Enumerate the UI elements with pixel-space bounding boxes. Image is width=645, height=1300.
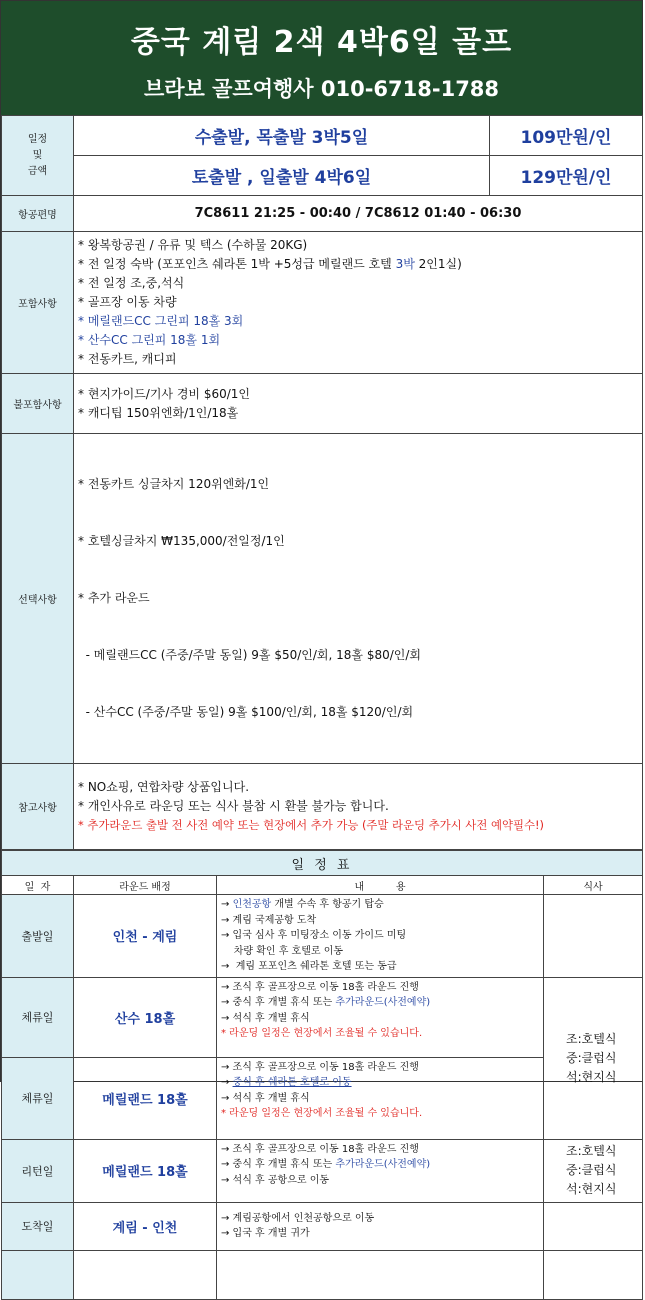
- flight-value: 7C8611 21:25 - 00:40 / 7C8612 01:40 - 06:30: [74, 196, 643, 232]
- note-item: * 개인사유로 라운딩 또는 식사 불참 시 환불 불가능 합니다.: [78, 799, 389, 813]
- included-item: * 전 일정 숙박 (포포인츠 쉐라톤 1박 +5성급 메릴랜드 호텔 3박 2인1실): [78, 257, 462, 271]
- included-item: * 왕복항공권 / 유류 및 텍스 (수하물 20KG): [78, 238, 308, 252]
- notes-label: 참고사항: [2, 764, 74, 850]
- content-line: * 라운딩 일정은 현장에서 조율될 수 있습니다.: [221, 1028, 423, 1039]
- day-content: [217, 1202, 544, 1250]
- excluded-list: [74, 374, 643, 434]
- content-line: → 계림공항에서 인천공항으로 이동: [221, 1212, 375, 1224]
- round-assignment: 인천 - 계림: [74, 895, 217, 978]
- col-day: 일 자: [2, 876, 74, 895]
- meal-breakfast: 조:호텔식: [566, 1144, 617, 1158]
- optional-label: 선택사항: [2, 434, 74, 764]
- day-label: 도착일: [2, 1202, 74, 1250]
- meal-cell: [544, 895, 643, 978]
- notes-list: [74, 764, 643, 850]
- meal-cell: [544, 1139, 643, 1202]
- content-line: → 계림 포포인츠 쉐라톤 호텔 또는 동급: [221, 961, 397, 972]
- included-item: * 전동카트, 캐디피: [78, 352, 177, 366]
- optional-item: - 메릴랜드CC (주중/주말 동일) 9홀 $50/인/회, 18홀 $80/인/회: [78, 648, 421, 662]
- empty-row: [2, 1250, 643, 1299]
- day-label: 리턴일: [2, 1139, 74, 1202]
- day-label: 출발일: [2, 895, 74, 978]
- round-assignment: 메릴랜드 18홀: [74, 1139, 217, 1202]
- day-content: [217, 1139, 544, 1202]
- table-row: [2, 1202, 643, 1250]
- content-line: → 석식 후 개별 휴식: [221, 1092, 310, 1104]
- flight-label: 항공편명: [2, 196, 74, 232]
- included-item: * 메릴랜드CC 그린피 18홀 3회: [78, 314, 244, 328]
- day-label: 체류일: [2, 1057, 74, 1139]
- meal-lunch: 중:클럽식: [566, 1050, 617, 1065]
- empty-cell: [544, 1250, 643, 1299]
- included-item: * 골프장 이동 차량: [78, 295, 177, 309]
- included-item: * 전 일정 조,중,석식: [78, 276, 185, 290]
- schedule-table: [1, 850, 643, 1300]
- empty-cell: [74, 1250, 217, 1299]
- schedule-option-1: 수출발, 목출발 3박5일: [74, 116, 490, 156]
- content-line: → 석식 후 공항으로 이동: [221, 1174, 330, 1186]
- optional-item: * 전동카트 싱글차지 120위엔화/1인: [78, 477, 270, 491]
- content-line: 차량 확인 후 호텔로 이동: [221, 945, 344, 957]
- price-option-2: 129만원/인: [490, 156, 643, 196]
- optional-item: * 추가 라운드: [78, 591, 150, 605]
- content-line: → 중식 후 개별 휴식 또는 추가라운드(사전예약): [221, 997, 431, 1008]
- content-line: → 중식 후 개별 휴식 또는 추가라운드(사전예약): [221, 1159, 431, 1170]
- content-line: → 중식 후 쉐라톤 호텔로 이동: [221, 1077, 352, 1088]
- info-table: [1, 115, 643, 850]
- schedule-option-2: 토출발 , 일출발 4박6일: [74, 156, 490, 196]
- day-label: 체류일: [2, 977, 74, 1057]
- optional-item: * 호텔싱글차지 ₩135,000/전일정/1인: [78, 534, 285, 548]
- day-content: [217, 977, 544, 1057]
- round-assignment: 산수 18홀: [74, 977, 217, 1057]
- meal-dinner: 석:현지식: [566, 1182, 617, 1196]
- included-item: * 산수CC 그린피 18홀 1회: [78, 333, 221, 347]
- table-row: [2, 977, 643, 1057]
- content-line: → 조식 후 골프장으로 이동 18홀 라운드 진행: [221, 1061, 419, 1073]
- excluded-label: 불포함사항: [2, 374, 74, 434]
- meal-breakfast: 조:호텔식: [566, 1031, 617, 1046]
- empty-cell: [2, 1250, 74, 1299]
- round-assignment: 계림 - 인천: [74, 1202, 217, 1250]
- schedule-title: 일 정 표: [2, 851, 643, 876]
- agency-contact: 브라보 골프여행사 010-6718-1788: [143, 77, 500, 101]
- col-meal: 식사: [544, 876, 643, 895]
- content-line: → 입국 심사 후 미팅장소 이동 가이드 미팅: [221, 930, 407, 941]
- content-line: → 계림 국제공항 도착: [221, 914, 317, 926]
- note-item: * 추가라운드 출발 전 사전 예약 또는 현장에서 추가 가능 (주말 라운딩 추가시 사전 예약필수!): [78, 818, 544, 832]
- note-item: * NO쇼핑, 연합차량 상품입니다.: [78, 780, 250, 794]
- content-line: * 라운딩 일정은 현장에서 조율될 수 있습니다.: [221, 1108, 423, 1119]
- meal-cell: [544, 1202, 643, 1250]
- page-title: 중국 계림 2색 4박6일 골프: [130, 25, 513, 60]
- price-option-1: 109만원/인: [490, 116, 643, 156]
- content-line: → 조식 후 골프장으로 이동 18홀 라운드 진행: [221, 1143, 419, 1155]
- content-line: → 인천공항 개별 수속 후 항공기 탑승: [221, 899, 384, 910]
- col-content: 내 용: [217, 876, 544, 895]
- included-list: [74, 232, 643, 374]
- content-line: → 석식 후 개별 휴식: [221, 1012, 310, 1024]
- optional-item: - 산수CC (주중/주말 동일) 9홀 $100/인/회, 18홀 $120/인/회: [78, 705, 414, 719]
- day-content: [217, 1057, 544, 1139]
- excluded-item: * 캐디팁 150위엔화/1인/18홀: [78, 405, 239, 420]
- table-row: [2, 1139, 643, 1202]
- meal-cell: [544, 977, 643, 1139]
- content-line: → 입국 후 개별 귀가: [221, 1228, 310, 1239]
- day-content: [217, 895, 544, 978]
- excluded-item: * 현지가이드/기사 경비 $60/1인: [78, 386, 250, 401]
- table-row: [2, 895, 643, 978]
- price-label: 일정 및 금액: [2, 116, 74, 196]
- meal-dinner: 석:현지식: [566, 1069, 617, 1084]
- empty-cell: [217, 1250, 544, 1299]
- content-line: → 조식 후 골프장으로 이동 18홀 라운드 진행: [221, 981, 419, 993]
- meal-lunch: 중:클럽식: [566, 1163, 617, 1177]
- round-assignment: 메릴랜드 18홀: [74, 1057, 217, 1139]
- col-round: 라운드 배정: [74, 876, 217, 895]
- header-banner: [1, 1, 642, 115]
- included-label: 포함사항: [2, 232, 74, 374]
- optional-list: [74, 434, 643, 764]
